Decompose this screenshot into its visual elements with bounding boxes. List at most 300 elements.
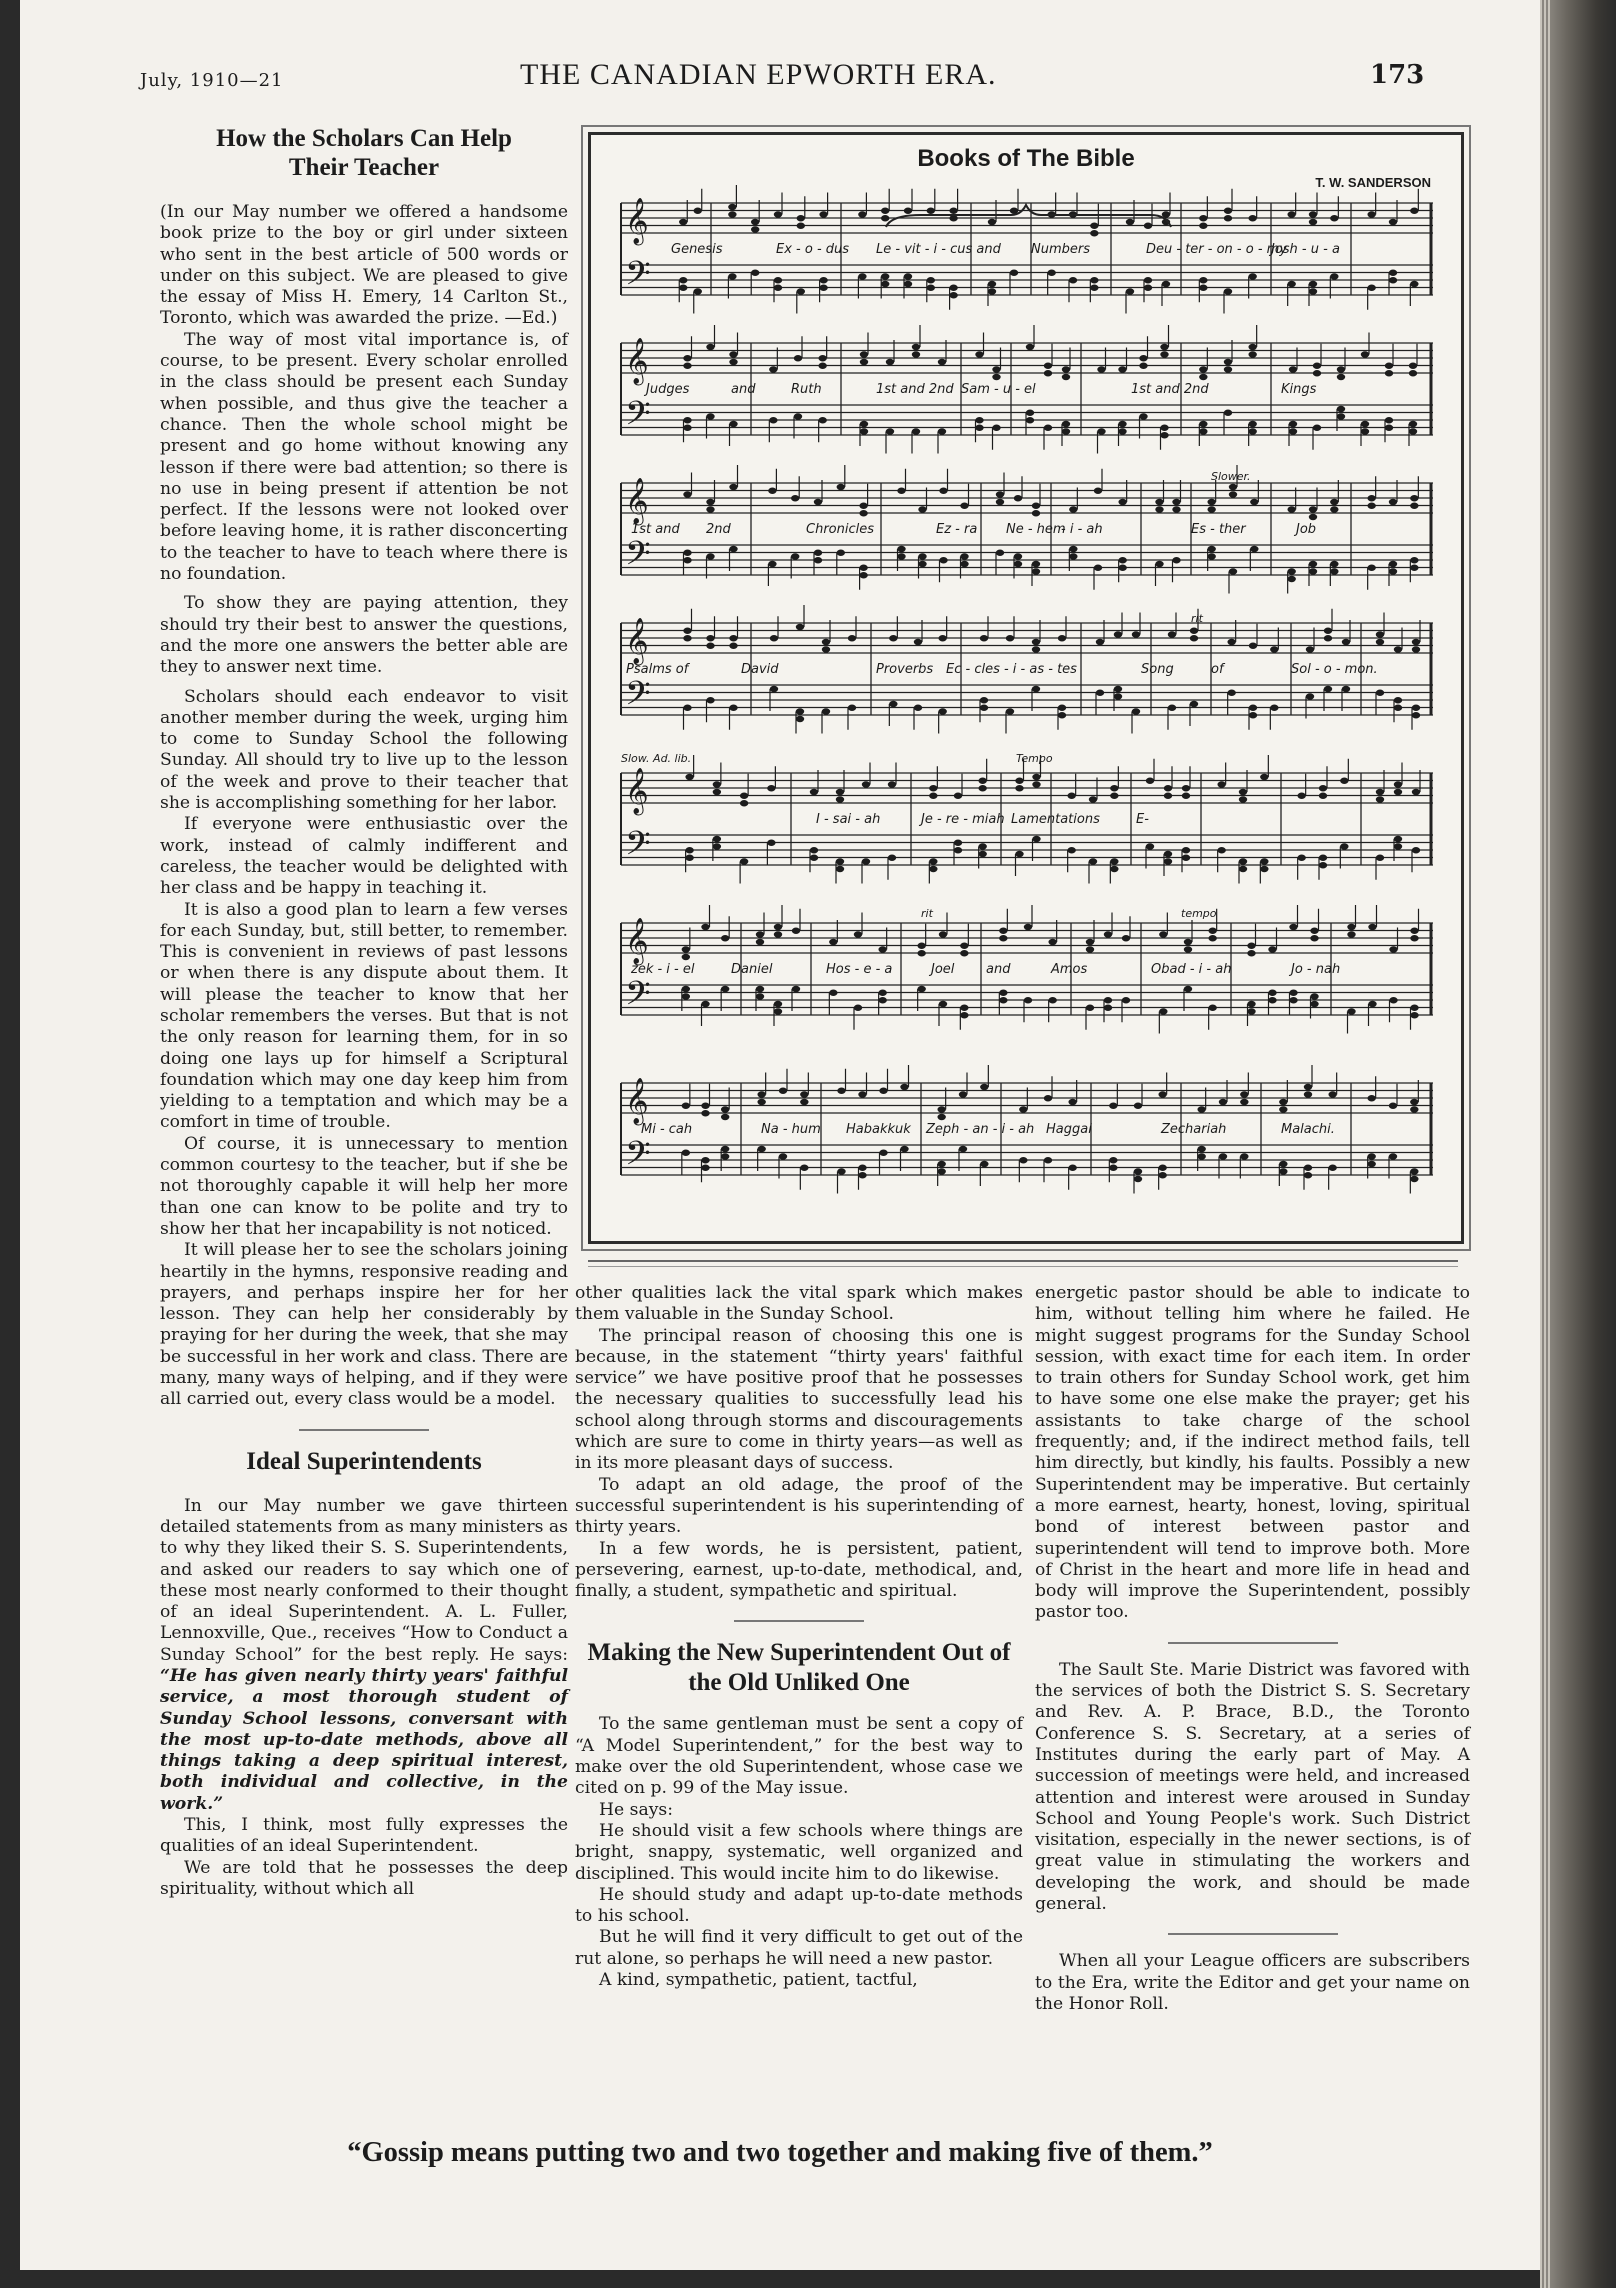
note-head (818, 363, 826, 369)
note-head (1227, 690, 1235, 696)
note-head (768, 561, 776, 567)
body-paragraph: energetic pastor should be able to indicate to him, without telling him where he failed. He might suggest programs for the Sunday School session, with exact time for each item. In order to train others for Sunday School work, get him to have some one else make the prayer; get his assistants to take charge of the school frequently; and, if the indirect method fails, tell him directly, but kindly, his faults. Possibly a new Superintendent may be imperative. But certainly a more earnest, hearty, honest, loving, spiritual bond of interest between pastor and superintendent will tend to improve both. More of Christ in the heart and more life in head and body will improve the Superintendent, possibly pastor too. (1035, 1283, 1470, 1623)
note-head (1409, 428, 1417, 434)
note-head (682, 954, 690, 960)
note-head (949, 208, 957, 214)
note-head (897, 553, 905, 559)
note-head (810, 789, 818, 795)
note-head (1324, 628, 1332, 634)
note-head (1376, 639, 1384, 645)
body-paragraph: In a few words, he is persistent, patient, persevering, earnest, up-to-date, methodical, and, finally, a student, sympathetic and spiritual. (575, 1538, 1023, 1602)
note-head (937, 1168, 945, 1174)
note-head (1250, 546, 1258, 552)
note-head (1306, 646, 1314, 652)
music-system (621, 905, 1433, 1034)
note-head (1044, 370, 1052, 376)
body-paragraph: It will please her to see the scholars joining heartily in the hymns, responsive reading and prayers, and perhaps inspire her for her lesson. They can help her considerably by praying for her during the week, that she may be successful in her work and class. There are many, many ways of helping, and if they were all carried out, every class would be a model. (160, 1240, 568, 1410)
note-head (1342, 639, 1350, 645)
note-head (1032, 561, 1040, 567)
note-head (683, 705, 691, 711)
note-head (836, 789, 844, 795)
note-head (721, 935, 729, 941)
note-head (701, 1157, 709, 1163)
note-head (1139, 413, 1147, 419)
note-head (1297, 793, 1305, 799)
note-head (960, 1012, 968, 1018)
lyric-syllable: Le - vit - i - cus and (876, 242, 1001, 257)
note-head (1330, 568, 1338, 574)
lyric-syllable: and (986, 962, 1011, 977)
body-paragraph: The way of most vital importance is, of course, to be present. Every scholar enrolled in the class should be present each Sunday when possible, and thus give the teacher a chance. Then the whole school might be present and go home without knowing any lesson if there were bad attention; so there is no use in being present if attention be not perfect. If the lessons were not looked over before leaving home, it is rather disconcerting to the teacher to have to teach where there is no foundation. (160, 329, 568, 585)
note-head (1199, 215, 1207, 221)
note-head (1394, 705, 1402, 711)
note-head (791, 553, 799, 559)
lyric-syllable: zek - i - el (631, 962, 695, 977)
note-head (1304, 1165, 1312, 1171)
note-head (1090, 285, 1098, 291)
note-head (713, 789, 721, 795)
article-title-line1: How the Scholars Can Help (216, 125, 512, 152)
lyric-syllable: and (731, 382, 756, 397)
note-head (878, 997, 886, 1003)
note-head (1110, 858, 1118, 864)
note-head (800, 1099, 808, 1105)
note-head (1340, 843, 1348, 849)
note-head (1062, 428, 1070, 434)
note-head (1208, 935, 1216, 941)
note-head (1164, 793, 1172, 799)
note-head (757, 1099, 765, 1105)
note-head (1287, 576, 1295, 582)
note-head (1097, 428, 1105, 434)
note-head (1410, 1106, 1418, 1112)
note-head (1412, 789, 1420, 795)
note-head (1239, 866, 1247, 872)
note-head (1109, 1165, 1117, 1171)
note-head (819, 211, 827, 217)
note-head (914, 705, 922, 711)
note-head (1069, 553, 1077, 559)
note-head (1024, 997, 1032, 1003)
note-head (682, 1103, 690, 1109)
note-head (757, 1146, 765, 1152)
note-head (1096, 639, 1104, 645)
lyric-syllable: Joel (931, 962, 955, 977)
note-head (1164, 785, 1172, 791)
note-head (1134, 1168, 1142, 1174)
note-head (829, 939, 837, 945)
note-head (999, 928, 1007, 934)
tempo-direction: Tempo (1016, 752, 1053, 765)
note-head (1410, 1012, 1418, 1018)
note-head (757, 1091, 765, 1097)
note-head (1110, 793, 1118, 799)
note-head (1248, 428, 1256, 434)
note-head (728, 273, 736, 279)
note-head (1155, 561, 1163, 567)
note-head (1132, 631, 1140, 637)
book-spine (1540, 0, 1616, 2288)
body-paragraph: To show they are paying attention, they should try their best to answer the questions, and the more one answers the better able are they to answer next time. (160, 593, 568, 678)
note-head (774, 285, 782, 291)
section-divider (734, 1620, 864, 1622)
note-head (797, 215, 805, 221)
note-head (1069, 277, 1077, 283)
note-head (779, 1153, 787, 1159)
note-head (937, 1161, 945, 1167)
note-head (1146, 843, 1154, 849)
note-head (1144, 223, 1152, 229)
note-head (1240, 1153, 1248, 1159)
tempo-direction: rit (1191, 612, 1203, 625)
note-head (1268, 946, 1276, 952)
bass-clef-icon: 𝄢 (625, 1135, 651, 1181)
note-head (1412, 646, 1420, 652)
tempo-direction: rit (921, 907, 933, 920)
note-head (960, 503, 968, 509)
note-head (1182, 793, 1190, 799)
note-head (774, 1008, 782, 1014)
note-head (938, 708, 946, 714)
body-paragraph: He says: (599, 1799, 674, 1820)
note-head (1268, 997, 1276, 1003)
lyric-syllable: I - sai - ah (816, 812, 881, 827)
note-head (768, 488, 776, 494)
note-head (954, 840, 962, 846)
note-head (721, 1114, 729, 1120)
note-head (836, 858, 844, 864)
note-head (1109, 1103, 1117, 1109)
body-paragraph: But he will find it very difficult to get out of the rut alone, so perhaps he will need a new pastor. (575, 1927, 1023, 1969)
note-head (1118, 421, 1126, 427)
note-head (694, 208, 702, 214)
note-head (796, 708, 804, 714)
note-head (1310, 935, 1318, 941)
note-head (1160, 432, 1168, 438)
note-head (822, 639, 830, 645)
note-head (960, 561, 968, 567)
lyric-syllable: 1st and (631, 522, 680, 537)
note-head (939, 1001, 947, 1007)
note-head (1248, 215, 1256, 221)
note-head (706, 413, 714, 419)
note-head (1394, 781, 1402, 787)
note-head (1248, 344, 1256, 350)
note-head (706, 643, 714, 649)
lyric-syllable: 1st and 2nd (1131, 382, 1209, 397)
tempo-direction: Slower. (1211, 470, 1251, 483)
note-head (1367, 495, 1375, 501)
note-head (1248, 273, 1256, 279)
lyric-syllable: Zechariah (1161, 1122, 1227, 1137)
page-number: 173 (1370, 60, 1425, 90)
note-head (1376, 789, 1384, 795)
lyric-syllable: 2nd (706, 522, 731, 537)
note-head (1247, 1008, 1255, 1014)
note-head (1160, 351, 1168, 357)
note-head (889, 701, 897, 707)
note-head (1289, 924, 1297, 930)
note-head (1090, 277, 1098, 283)
note-head (818, 355, 826, 361)
note-head (1090, 223, 1098, 229)
note-head (1146, 778, 1154, 784)
note-head (1058, 635, 1066, 641)
lyric-syllable: Ez - ra (936, 522, 978, 537)
note-head (1260, 858, 1268, 864)
column-right (1035, 1283, 1470, 2015)
lyric-syllable: Daniel (731, 962, 773, 977)
note-head (992, 425, 1000, 431)
note-head (881, 208, 889, 214)
note-head (1319, 862, 1327, 868)
music-system (621, 465, 1433, 594)
note-head (929, 785, 937, 791)
note-head (999, 935, 1007, 941)
note-head (860, 359, 868, 365)
note-head (1155, 506, 1163, 512)
note-head (1229, 568, 1237, 574)
note-head (1134, 1103, 1142, 1109)
note-head (1289, 997, 1297, 1003)
note-head (1394, 843, 1402, 849)
note-head (1032, 510, 1040, 516)
note-head (1279, 1161, 1287, 1167)
note-head (1324, 635, 1332, 641)
note-head (1032, 686, 1040, 692)
note-head (1019, 1106, 1027, 1112)
music-system (621, 325, 1433, 454)
note-head (1024, 924, 1032, 930)
note-head (1410, 1168, 1418, 1174)
note-head (701, 1001, 709, 1007)
note-head (1249, 712, 1257, 718)
note-head (1367, 1153, 1375, 1159)
note-head (810, 855, 818, 861)
note-head (1304, 1084, 1312, 1090)
note-head (854, 931, 862, 937)
music-system (621, 605, 1433, 734)
note-head (1394, 836, 1402, 842)
note-head (1337, 366, 1345, 372)
note-head (1289, 366, 1297, 372)
note-head (1104, 1005, 1112, 1011)
note-head (1389, 219, 1397, 225)
note-head (1249, 705, 1257, 711)
note-head (1048, 939, 1056, 945)
note-head (1306, 693, 1314, 699)
note-head (1190, 628, 1198, 634)
body-paragraph: He should study and adapt up-to-date methods to his school. (575, 1884, 1023, 1927)
music-staves (591, 135, 1461, 1241)
note-head (1126, 219, 1134, 225)
note-head (1409, 370, 1417, 376)
note-head (904, 281, 912, 287)
note-head (683, 355, 691, 361)
note-head (682, 946, 690, 952)
note-head (1217, 781, 1225, 787)
note-head (1199, 428, 1207, 434)
note-head (685, 855, 693, 861)
note-head (978, 851, 986, 857)
treble-clef-icon: 𝄞 (625, 198, 649, 244)
note-head (1062, 366, 1070, 372)
note-head (1224, 215, 1232, 221)
treble-clef-icon: 𝄞 (625, 478, 649, 524)
note-head (1279, 1099, 1287, 1105)
note-head (1114, 631, 1122, 637)
treble-clef-icon: 𝄞 (625, 618, 649, 664)
note-head (1047, 270, 1055, 276)
note-head (1347, 1008, 1355, 1014)
note-head (756, 986, 764, 992)
note-head (706, 344, 714, 350)
note-head (701, 1110, 709, 1116)
note-head (912, 428, 920, 434)
note-head (814, 550, 822, 556)
note-head (774, 931, 782, 937)
note-head (837, 550, 845, 556)
note-head (1330, 499, 1338, 505)
note-head (721, 1106, 729, 1112)
note-head (1199, 366, 1207, 372)
note-head (912, 351, 920, 357)
note-head (728, 204, 736, 210)
league-paragraph: When all your League officers are subscribers to the Era, write the Editor and get your name on the Honor Roll. (1035, 1951, 1470, 2014)
note-head (1032, 568, 1040, 574)
column-middle (575, 1283, 1023, 1991)
note-head (1368, 924, 1376, 930)
note-head (1032, 836, 1040, 842)
note-head (1337, 406, 1345, 412)
note-head (1199, 421, 1207, 427)
note-head (859, 503, 867, 509)
note-head (1014, 561, 1022, 567)
note-head (1385, 363, 1393, 369)
lyric-syllable: Amos (1051, 962, 1088, 977)
note-head (1224, 288, 1232, 294)
note-head (1247, 1001, 1255, 1007)
note-head (794, 355, 802, 361)
note-head (1182, 847, 1190, 853)
note-head (791, 495, 799, 501)
note-head (836, 866, 844, 872)
lyric-syllable: Kings (1281, 382, 1317, 397)
note-head (1026, 344, 1034, 350)
body-paragraph: This, I think, most fully expresses the qualities of an ideal Superintendent. (160, 1815, 568, 1857)
note-head (1207, 546, 1215, 552)
note-head (682, 986, 690, 992)
note-head (1067, 847, 1075, 853)
note-head (1006, 635, 1014, 641)
note-head (837, 1088, 845, 1094)
note-head (1410, 1005, 1418, 1011)
note-head (800, 1091, 808, 1097)
note-head (1158, 1091, 1166, 1097)
treble-clef-icon: 𝄞 (625, 768, 649, 814)
note-head (713, 843, 721, 849)
note-head (1319, 793, 1327, 799)
note-head (1319, 785, 1327, 791)
note-head (1208, 1005, 1216, 1011)
note-head (1239, 858, 1247, 864)
note-head (859, 565, 867, 571)
note-head (1097, 366, 1105, 372)
note-head (1159, 931, 1167, 937)
note-head (1389, 1153, 1397, 1159)
lyric-syllable: Jo - nah (1291, 962, 1341, 977)
note-head (1058, 712, 1066, 718)
note-head (1110, 866, 1118, 872)
note-head (1260, 774, 1268, 780)
note-head (779, 1088, 787, 1094)
note-head (1229, 484, 1237, 490)
body-paragraph: The principal reason of choosing this one is because, in the statement “thirty years' faithful service” we have positive proof that he possesses the necessary qualities to successfully lead his school along through storms and discouragements which are sure to come in thirty years—as well as in its more pleasant days of success. (575, 1325, 1023, 1474)
bass-clef-icon: 𝄢 (625, 395, 651, 441)
note-head (888, 855, 896, 861)
body-paragraph: Scholars should each endeavor to visit another member during the week, urging him to come to Sunday School the following Sunday. All should try to live up to the lesson of the week and prove to their teacher that she is accomplishing something for her labor. (160, 686, 568, 814)
note-head (1279, 1106, 1287, 1112)
body-paragraph: It is also a good plan to learn a few verses for each Sunday, but, still better, to remember. This is convenient in reviews of past lessons or when there is any dispute about them. It will please the teacher to know that her scholar remembers the verses. But that is not the only reason for learning them, for in so doing one lays up for himself a Scriptural foundation which may one day keep him from yielding to a temptation and which may be a comfort in time of trouble. (160, 899, 568, 1133)
note-head (729, 635, 737, 641)
note-head (1190, 701, 1198, 707)
bass-clef-icon: 𝄢 (625, 975, 651, 1021)
note-head (1309, 211, 1317, 217)
ideal-quote: “He has given nearly thirty years' faithful service, a most thorough student of Sunday School lessons, conversant with the most up-to-date methods, above all things taking a deep spiritual interest, both individual and collective, in the work.” (160, 1666, 568, 1814)
note-head (1340, 778, 1348, 784)
note-head (975, 351, 983, 357)
bass-clef-icon: 𝄢 (625, 675, 651, 721)
note-head (949, 215, 957, 221)
note-head (1132, 708, 1140, 714)
note-head (1319, 855, 1327, 861)
note-head (999, 990, 1007, 996)
ideal-intro: In our May number we gave thirteen detailed statements from as many ministers as to why they liked their S. S. Superintendents, and asked our readers to say which one of these most nearly conformed to their thought of an ideal Superintendent. A. L. Fuller, Lennoxville, Que., receives “How to Conduct a Sunday School” for the best reply. He says: (160, 1495, 568, 1665)
note-head (1247, 943, 1255, 949)
note-head (740, 793, 748, 799)
article-title-line2: Their Teacher (288, 154, 440, 181)
note-head (938, 428, 946, 434)
note-head (800, 1165, 808, 1171)
note-head (912, 344, 920, 350)
note-head (900, 1084, 908, 1090)
lyric-syllable: David (741, 662, 779, 677)
note-head (918, 553, 926, 559)
note-head (1342, 686, 1350, 692)
note-head (1160, 344, 1168, 350)
note-head (929, 793, 937, 799)
music-system (621, 185, 1433, 314)
note-head (960, 943, 968, 949)
note-head (980, 1084, 988, 1090)
body-paragraph (160, 1496, 568, 1815)
note-head (1389, 946, 1397, 952)
note-head (1410, 208, 1418, 214)
note-head (683, 417, 691, 423)
note-head (862, 781, 870, 787)
note-head (1155, 499, 1163, 505)
note-head (1199, 285, 1207, 291)
bass-clef-icon: 𝄢 (625, 255, 651, 301)
lyric-syllable: Habakkuk (846, 1122, 911, 1137)
note-head (792, 928, 800, 934)
note-head (1310, 928, 1318, 934)
note-head (1270, 705, 1278, 711)
note-head (1247, 950, 1255, 956)
note-head (1287, 211, 1295, 217)
note-head (1309, 506, 1317, 512)
note-head (1412, 639, 1420, 645)
